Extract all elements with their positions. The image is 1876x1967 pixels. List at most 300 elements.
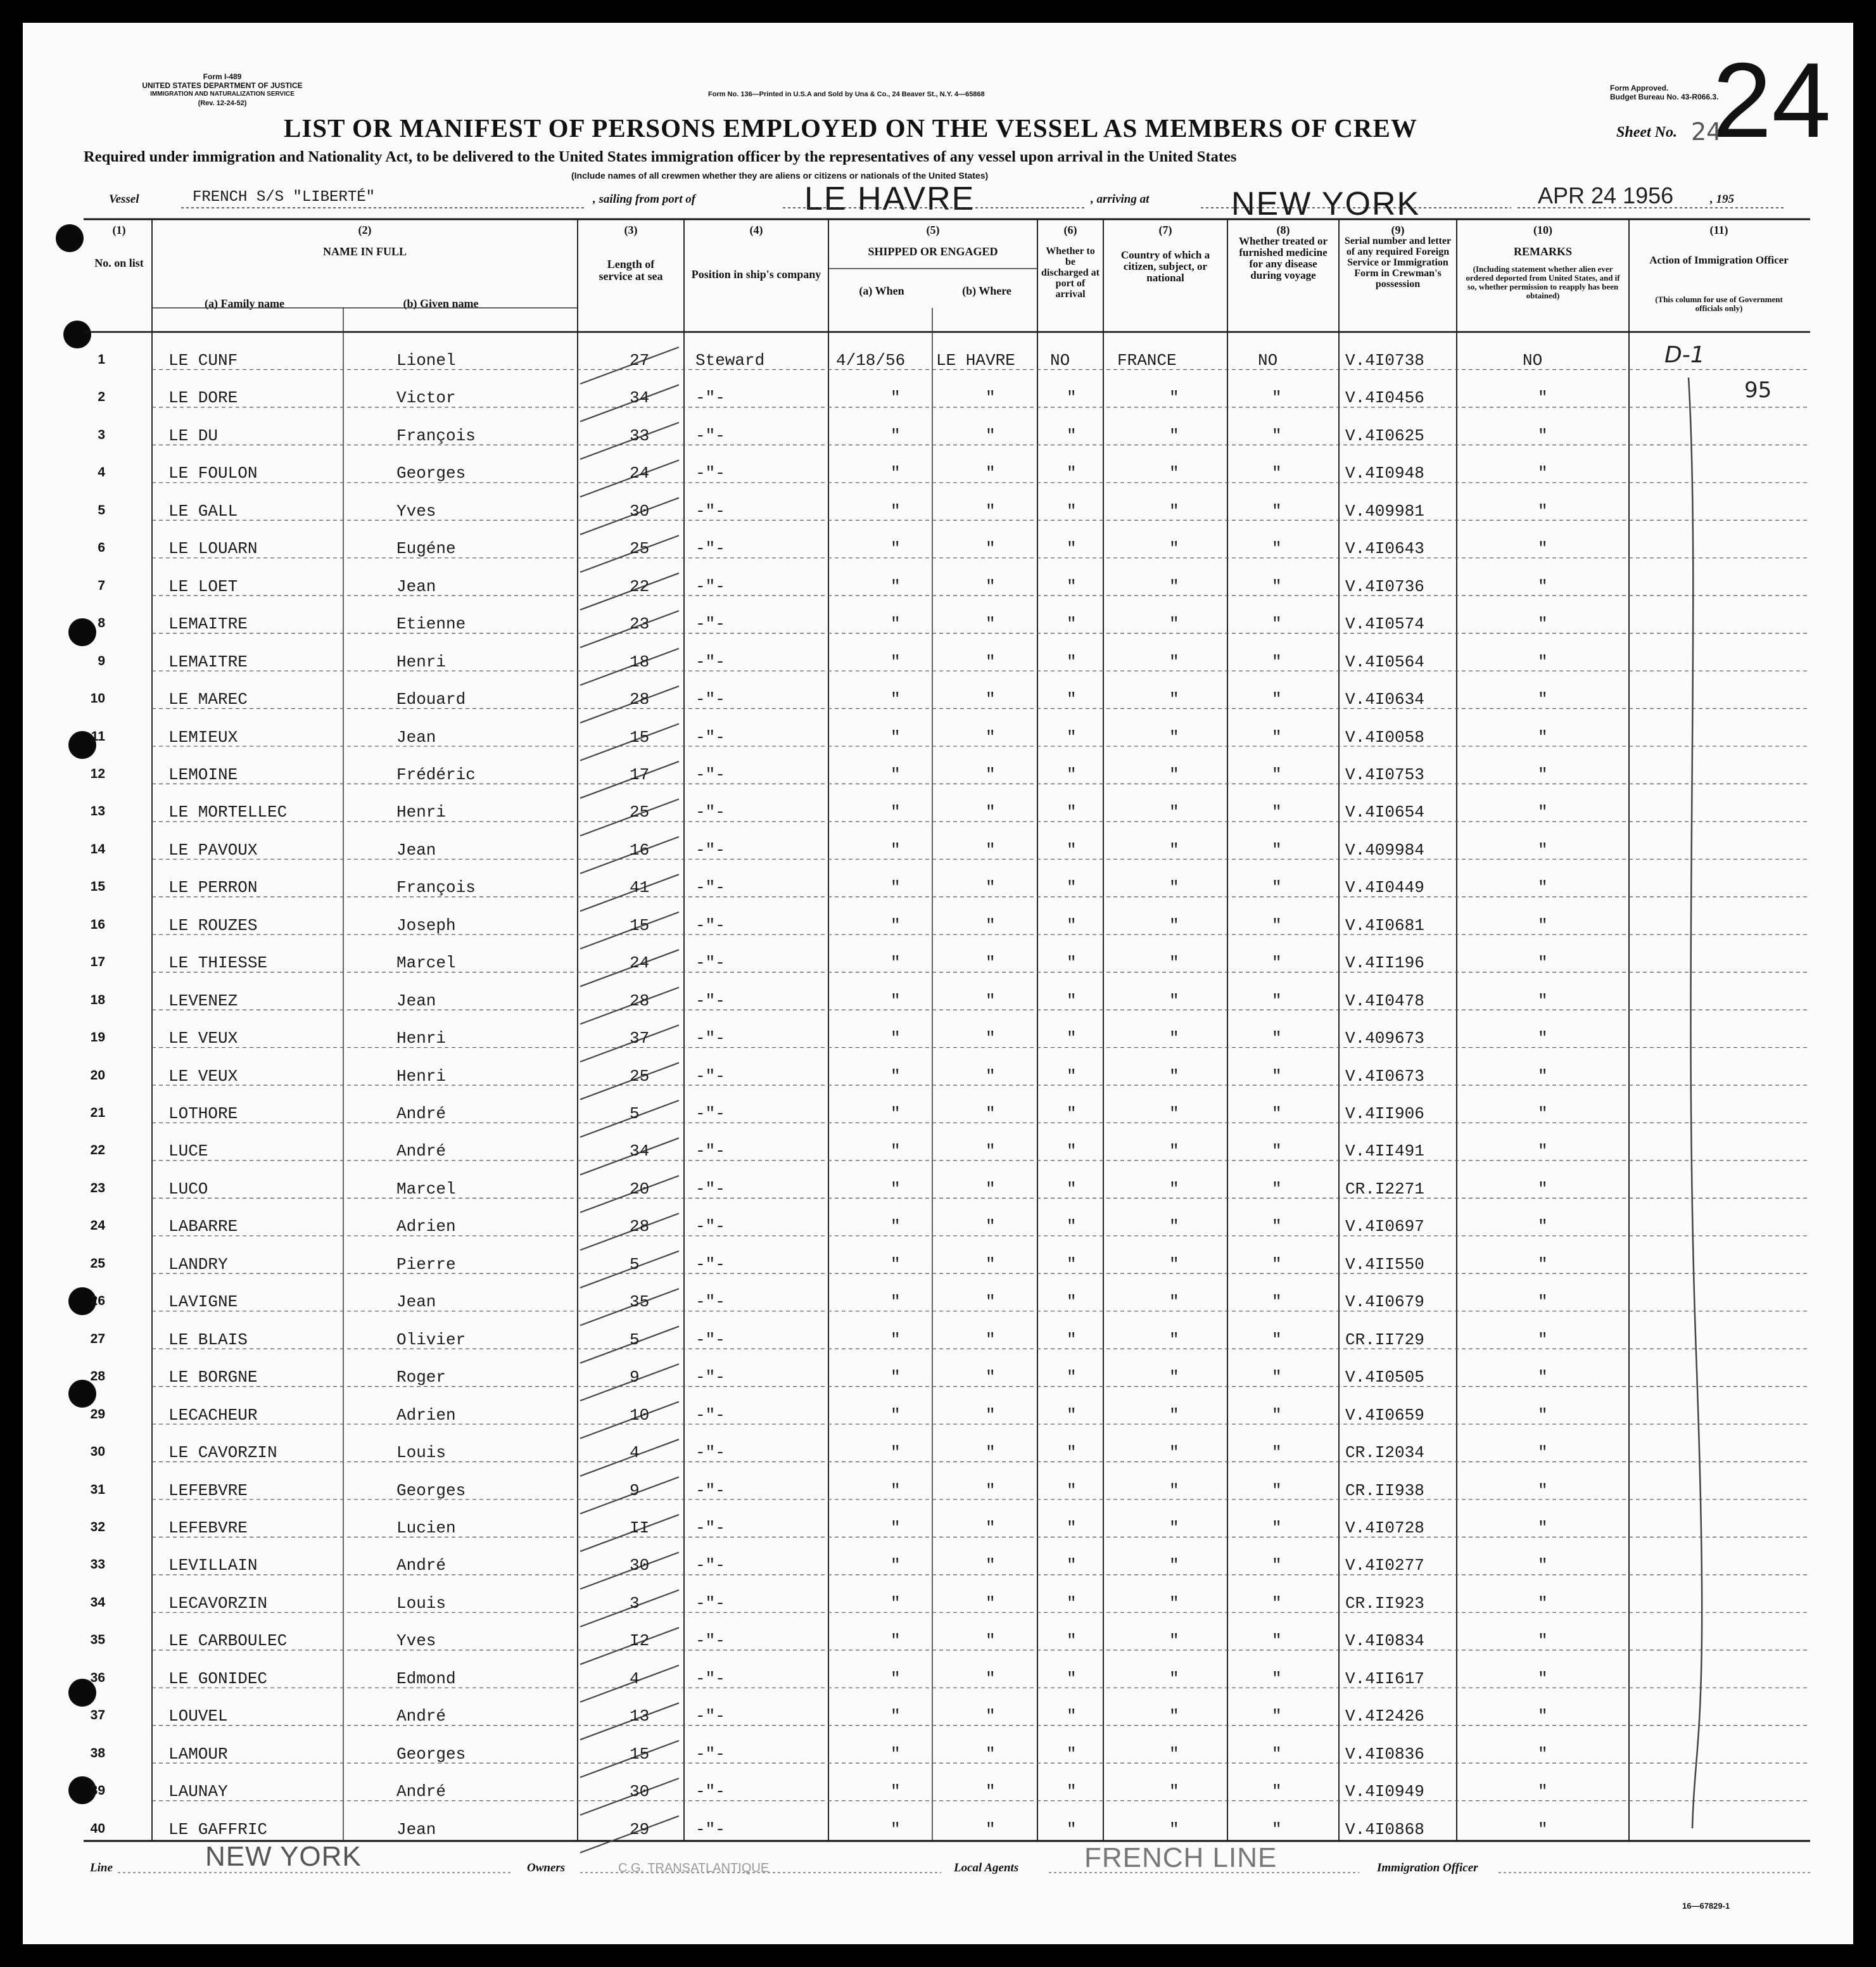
position-ditto: -"- [695, 1405, 725, 1425]
treated-ditto: " [1272, 1066, 1282, 1086]
form-subtitle: Required under immigration and Nationality Act, to be delivered to the United States immigration officer by the representatives of any vessel upon arrival in the United States [84, 148, 1237, 165]
row-number: 4 [98, 465, 105, 480]
col10-num: (10) [1533, 224, 1552, 236]
when-ditto: " [890, 1480, 901, 1500]
department: UNITED STATES DEPARTMENT OF JUSTICE [142, 81, 303, 90]
discharged-ditto: " [1067, 1782, 1077, 1802]
country-ditto: " [1169, 576, 1179, 596]
treated-ditto: " [1272, 1217, 1282, 1237]
discharged-ditto: " [1067, 1480, 1077, 1500]
port-of-sailing: LE HAVRE [804, 181, 975, 217]
service-years: 15 [630, 915, 650, 935]
row-number: 5 [98, 502, 105, 518]
treated-ditto: " [1272, 539, 1282, 559]
remarks-ditto: " [1538, 840, 1548, 860]
when-ditto: " [890, 690, 901, 710]
where-ditto: " [986, 1368, 996, 1387]
col5a-label: (a) When [859, 284, 904, 297]
country-ditto: " [1169, 464, 1179, 483]
discharged: NO [1050, 351, 1070, 370]
discharged-ditto: " [1067, 1707, 1077, 1726]
treated-ditto: " [1272, 1518, 1282, 1537]
treated-ditto: " [1272, 1254, 1282, 1274]
remarks-ditto: " [1538, 1744, 1548, 1764]
treated-ditto: " [1272, 878, 1282, 898]
family-name: LEMAITRE [168, 614, 248, 634]
col5-label: SHIPPED OR ENGAGED [868, 245, 998, 258]
row-number: 3 [98, 427, 105, 442]
when-ditto: " [890, 388, 901, 408]
serial-number: V.409984 [1345, 840, 1424, 860]
treated-ditto: " [1272, 576, 1282, 596]
when-ditto: " [890, 614, 901, 634]
treated: NO [1258, 351, 1278, 370]
when-ditto: " [890, 1819, 901, 1839]
country-ditto: " [1169, 1556, 1179, 1576]
row-number: 23 [90, 1180, 105, 1195]
given-name: Eugéne [396, 539, 456, 559]
family-name: LE LOUARN [168, 539, 258, 559]
when-ditto: " [890, 1631, 901, 1651]
country-ditto: " [1169, 915, 1179, 935]
where-ditto: " [986, 1179, 996, 1199]
manifest-sheet [23, 23, 1853, 1944]
where-ditto: " [986, 1669, 996, 1688]
treated-ditto: " [1272, 1405, 1282, 1425]
given-name: Lucien [396, 1518, 456, 1537]
country-ditto: " [1169, 840, 1179, 860]
given-name: Adrien [396, 1405, 456, 1425]
position-ditto: -"- [695, 1029, 725, 1048]
country-ditto: " [1169, 1029, 1179, 1048]
serial-number: V.409981 [1345, 501, 1424, 521]
serial-number: V.4I0478 [1345, 991, 1424, 1010]
serial-number: V.4I0728 [1345, 1518, 1424, 1537]
serial-number: V.4I0836 [1345, 1744, 1424, 1764]
shipped-where: LE HAVRE [936, 351, 1015, 370]
where-ditto: " [986, 765, 996, 784]
treated-ditto: " [1272, 765, 1282, 784]
remarks-ditto: " [1538, 614, 1548, 634]
treated-ditto: " [1272, 1330, 1282, 1349]
position-ditto: -"- [695, 464, 725, 483]
when-ditto: " [890, 803, 901, 822]
remarks-ditto: " [1538, 1782, 1548, 1802]
col11-note: (This column for use of Government officials only) [1655, 295, 1783, 313]
serial-number: V.4I0634 [1345, 690, 1424, 710]
col11-label: Action of Immigration Officer [1649, 254, 1789, 266]
country-ditto: " [1169, 727, 1179, 747]
given-name: André [396, 1556, 447, 1576]
col6-label: Whether to be discharged at port of arrival [1041, 246, 1100, 300]
position-ditto: -"- [695, 614, 725, 634]
discharged-ditto: " [1067, 652, 1077, 672]
family-name: LE CUNF [168, 351, 238, 370]
family-name: LE MORTELLEC [168, 803, 288, 822]
col3-num: (3) [624, 224, 638, 236]
where-ditto: " [986, 1292, 996, 1312]
family-name: LEVILLAIN [168, 1556, 258, 1576]
serial-number: V.4I0679 [1345, 1292, 1424, 1312]
row-number: 33 [90, 1557, 105, 1572]
service-years: 30 [630, 1782, 650, 1802]
row-number: 24 [90, 1218, 105, 1233]
row-number: 13 [90, 804, 105, 819]
remarks-ditto: " [1538, 426, 1548, 445]
vessel-name: FRENCH S/S "LIBERTÉ" [193, 189, 376, 206]
position-ditto: -"- [695, 1066, 725, 1086]
family-name: LE GONIDEC [168, 1669, 268, 1688]
position-ditto: -"- [695, 803, 725, 822]
row-number: 14 [90, 841, 105, 856]
service-years: 41 [630, 878, 650, 898]
discharged-ditto: " [1067, 1217, 1077, 1237]
when-ditto: " [890, 1744, 901, 1764]
family-name: LOUVEL [168, 1707, 228, 1726]
remarks-ditto: " [1538, 1518, 1548, 1537]
position-ditto: -"- [695, 1669, 725, 1688]
sheet-label: Sheet No. [1616, 124, 1677, 141]
service-years: 25 [630, 803, 650, 822]
service-years: 16 [630, 840, 650, 860]
col8-label: Whether treated or furnished medicine for any disease during voyage [1238, 235, 1328, 281]
row-number: 9 [98, 653, 105, 668]
family-name: LEVENEZ [168, 991, 238, 1010]
service-years: 15 [630, 1744, 650, 1764]
family-name: LE DU [168, 426, 219, 445]
country-ditto: " [1169, 1066, 1179, 1086]
where-ditto: " [986, 1330, 996, 1349]
service-years: 33 [630, 426, 650, 445]
serial-number: V.4I0654 [1345, 803, 1424, 822]
country-ditto: " [1169, 1330, 1179, 1349]
given-name: Yves [396, 1631, 436, 1651]
when-ditto: " [890, 1782, 901, 1802]
row-number: 40 [90, 1821, 105, 1836]
remarks-ditto: " [1538, 576, 1548, 596]
remarks-ditto: " [1538, 1029, 1548, 1048]
family-name: LE PERRON [168, 878, 258, 898]
row-number: 37 [90, 1708, 105, 1723]
treated-ditto: " [1272, 501, 1282, 521]
discharged-ditto: " [1067, 1669, 1077, 1688]
treated-ditto: " [1272, 915, 1282, 935]
given-name: Marcel [396, 1179, 456, 1199]
where-ditto: " [986, 1556, 996, 1576]
family-name: LAUNAY [168, 1782, 228, 1802]
family-name: LE CARBOULEC [168, 1631, 288, 1651]
where-ditto: " [986, 1217, 996, 1237]
footer-code: 16—67829-1 [1682, 1901, 1730, 1911]
when-ditto: " [890, 1254, 901, 1274]
where-ditto: " [986, 1707, 996, 1726]
when-ditto: " [890, 727, 901, 747]
serial-number: V.4I0277 [1345, 1556, 1424, 1576]
country-ditto: " [1169, 1518, 1179, 1537]
table-grid [23, 23, 1853, 1944]
remarks-ditto: " [1538, 1556, 1548, 1576]
where-ditto: " [986, 1066, 996, 1086]
treated-ditto: " [1272, 953, 1282, 973]
service-years: 24 [630, 953, 650, 973]
where-ditto: " [986, 840, 996, 860]
country: FRANCE [1117, 351, 1177, 370]
family-name: LE ROUZES [168, 915, 258, 935]
treated-ditto: " [1272, 1744, 1282, 1764]
remarks-ditto: " [1538, 991, 1548, 1010]
serial-number: V.4II906 [1345, 1104, 1424, 1123]
vessel-label: Vessel [109, 193, 139, 206]
remarks-ditto: " [1538, 953, 1548, 973]
where-ditto: " [986, 727, 996, 747]
service-years: 13 [630, 1707, 650, 1726]
treated-ditto: " [1272, 991, 1282, 1010]
serial-number: V.4I0681 [1345, 915, 1424, 935]
position-ditto: -"- [695, 878, 725, 898]
position-ditto: -"- [695, 539, 725, 559]
where-ditto: " [986, 388, 996, 408]
when-ditto: " [890, 953, 901, 973]
when-ditto: " [890, 501, 901, 521]
country-ditto: " [1169, 1707, 1179, 1726]
position-ditto: -"- [695, 840, 725, 860]
position-ditto: -"- [695, 1179, 725, 1199]
service-years: II [630, 1518, 650, 1537]
service-years: 30 [630, 501, 650, 521]
col2-num: (2) [358, 224, 372, 236]
when-ditto: " [890, 840, 901, 860]
serial-number: CR.I2034 [1345, 1443, 1424, 1463]
country-ditto: " [1169, 878, 1179, 898]
country-ditto: " [1169, 1480, 1179, 1500]
position-ditto: -"- [695, 953, 725, 973]
row-number: 39 [90, 1783, 105, 1798]
service-years: 5 [630, 1330, 640, 1349]
col1-num: (1) [112, 224, 126, 236]
position-ditto: -"- [695, 1142, 725, 1161]
row-number: 26 [90, 1294, 105, 1309]
service-years: 34 [630, 1142, 650, 1161]
service-years: 23 [630, 614, 650, 634]
treated-ditto: " [1272, 1179, 1282, 1199]
when-ditto: " [890, 1368, 901, 1387]
treated-ditto: " [1272, 1819, 1282, 1839]
service-years: 20 [630, 1179, 650, 1199]
col4-label: Position in ship's company [691, 268, 821, 281]
position-ditto: -"- [695, 1217, 725, 1237]
when-ditto: " [890, 1142, 901, 1161]
family-name: LE VEUX [168, 1029, 238, 1048]
position-ditto: -"- [695, 1292, 725, 1312]
when-ditto: " [890, 1179, 901, 1199]
remarks-ditto: " [1538, 727, 1548, 747]
position-ditto: -"- [695, 690, 725, 710]
given-name: Henri [396, 652, 447, 672]
when-ditto: " [890, 1707, 901, 1726]
country-ditto: " [1169, 652, 1179, 672]
serial-number: V.4II196 [1345, 953, 1424, 973]
remarks-ditto: " [1538, 690, 1548, 710]
family-name: LE GALL [168, 501, 238, 521]
when-ditto: " [890, 765, 901, 784]
discharged-ditto: " [1067, 1330, 1077, 1349]
treated-ditto: " [1272, 1556, 1282, 1576]
serial-number: V.409673 [1345, 1029, 1424, 1048]
where-ditto: " [986, 953, 996, 973]
where-ditto: " [986, 1405, 996, 1425]
col2-label: NAME IN FULL [322, 245, 407, 258]
given-name: Georges [396, 1744, 466, 1764]
given-name: Roger [396, 1368, 447, 1387]
serial-number: V.4II617 [1345, 1669, 1424, 1688]
position-ditto: -"- [695, 501, 725, 521]
remarks-ditto: " [1538, 1405, 1548, 1425]
family-name: LE VEUX [168, 1066, 238, 1086]
given-name: Georges [396, 464, 466, 483]
margin-number: 95 [1744, 378, 1772, 403]
given-name: Louis [396, 1443, 447, 1463]
discharged-ditto: " [1067, 1292, 1077, 1312]
col7-num: (7) [1158, 224, 1172, 236]
where-ditto: " [986, 1819, 996, 1839]
footer-owners-label: Owners [527, 1861, 566, 1875]
position-ditto: -"- [695, 991, 725, 1010]
discharged-ditto: " [1067, 1556, 1077, 1576]
given-name: André [396, 1782, 447, 1802]
row-number: 35 [90, 1633, 105, 1648]
footer-agents-label: Local Agents [954, 1861, 1019, 1875]
where-ditto: " [986, 576, 996, 596]
treated-ditto: " [1272, 1631, 1282, 1651]
row-number: 10 [90, 691, 105, 706]
serial-number: V.4II491 [1345, 1142, 1424, 1161]
remarks-ditto: " [1538, 1593, 1548, 1613]
serial-number: CR.II938 [1345, 1480, 1424, 1500]
footer-owners-value: C.G. TRANSATLANTIQUE [618, 1861, 770, 1875]
where-ditto: " [986, 464, 996, 483]
where-ditto: " [986, 1104, 996, 1123]
footer-officer-label: Immigration Officer [1377, 1861, 1478, 1875]
when-ditto: " [890, 1292, 901, 1312]
country-ditto: " [1169, 953, 1179, 973]
discharged-ditto: " [1067, 1405, 1077, 1425]
service-years: 34 [630, 388, 650, 408]
family-name: LANDRY [168, 1254, 228, 1274]
col2a-label: (a) Family name [205, 297, 284, 310]
remarks-ditto: " [1538, 1368, 1548, 1387]
where-ditto: " [986, 1744, 996, 1764]
family-name: LE THIESSE [168, 953, 268, 973]
service-years: 4 [630, 1669, 640, 1688]
position-ditto: -"- [695, 1707, 725, 1726]
where-ditto: " [986, 690, 996, 710]
given-name: Edouard [396, 690, 466, 710]
country-ditto: " [1169, 1669, 1179, 1688]
treated-ditto: " [1272, 727, 1282, 747]
position-ditto: -"- [695, 1556, 725, 1576]
when-ditto: " [890, 1029, 901, 1048]
treated-ditto: " [1272, 1480, 1282, 1500]
country-ditto: " [1169, 765, 1179, 784]
row-number: 11 [91, 729, 105, 744]
where-ditto: " [986, 652, 996, 672]
when-ditto: " [890, 1593, 901, 1613]
country-ditto: " [1169, 1292, 1179, 1312]
position-ditto: -"- [695, 1330, 725, 1349]
given-name: Victor [396, 388, 456, 408]
year-suffix: , 195 [1710, 193, 1734, 206]
service-years: 24 [630, 464, 650, 483]
position-ditto: -"- [695, 765, 725, 784]
when-ditto: " [890, 915, 901, 935]
country-ditto: " [1169, 426, 1179, 445]
country-ditto: " [1169, 501, 1179, 521]
service-years: 18 [630, 652, 650, 672]
family-name: LE CAVORZIN [168, 1443, 277, 1463]
row-number: 19 [90, 1030, 105, 1045]
given-name: Henri [396, 803, 447, 822]
discharged-ditto: " [1067, 727, 1077, 747]
col5-num: (5) [926, 224, 940, 236]
discharged-ditto: " [1067, 1104, 1077, 1123]
discharged-ditto: " [1067, 464, 1077, 483]
position-ditto: -"- [695, 1819, 725, 1839]
serial-number: V.4I0564 [1345, 652, 1424, 672]
discharged-ditto: " [1067, 1631, 1077, 1651]
row-number: 32 [90, 1519, 105, 1534]
position-ditto: -"- [695, 1593, 725, 1613]
col7-label: Country of which a citizen, subject, or national [1120, 249, 1210, 284]
col2b-label: (b) Given name [403, 297, 479, 310]
service-years: 28 [630, 690, 650, 710]
serial-number: V.4I0697 [1345, 1217, 1424, 1237]
given-name: Yves [396, 501, 436, 521]
row-number: 18 [90, 992, 105, 1007]
service-years: 25 [630, 1066, 650, 1086]
where-ditto: " [986, 915, 996, 935]
when-ditto: " [890, 652, 901, 672]
where-ditto: " [986, 539, 996, 559]
family-name: LAMOUR [168, 1744, 228, 1764]
country-ditto: " [1169, 1405, 1179, 1425]
row-number: 6 [98, 540, 105, 556]
footer-line-value: NEW YORK [205, 1841, 362, 1872]
treated-ditto: " [1272, 464, 1282, 483]
service-years: 30 [630, 1556, 650, 1576]
form-note: (Include names of all crewmen whether they are aliens or citizens or nationals of the United States) [571, 170, 989, 181]
treated-ditto: " [1272, 1593, 1282, 1613]
country-ditto: " [1169, 1179, 1179, 1199]
row-number: 7 [98, 578, 105, 593]
given-name: Henri [396, 1066, 447, 1086]
row-number: 15 [90, 879, 105, 894]
position-ditto: -"- [695, 727, 725, 747]
given-name: Frédéric [396, 765, 476, 784]
position-ditto: -"- [695, 1782, 725, 1802]
where-ditto: " [986, 1443, 996, 1463]
remarks-ditto: " [1538, 1179, 1548, 1199]
position-ditto: -"- [695, 388, 725, 408]
treated-ditto: " [1272, 1443, 1282, 1463]
given-name: Louis [396, 1593, 447, 1613]
serial-number: CR.II729 [1345, 1330, 1424, 1349]
country-ditto: " [1169, 1744, 1179, 1764]
remarks-ditto: " [1538, 1669, 1548, 1688]
serial-number: CR.II923 [1345, 1593, 1424, 1613]
remarks-ditto: " [1538, 1292, 1548, 1312]
row-number: 36 [90, 1670, 105, 1685]
revision: (Rev. 12-24-52) [198, 99, 247, 107]
